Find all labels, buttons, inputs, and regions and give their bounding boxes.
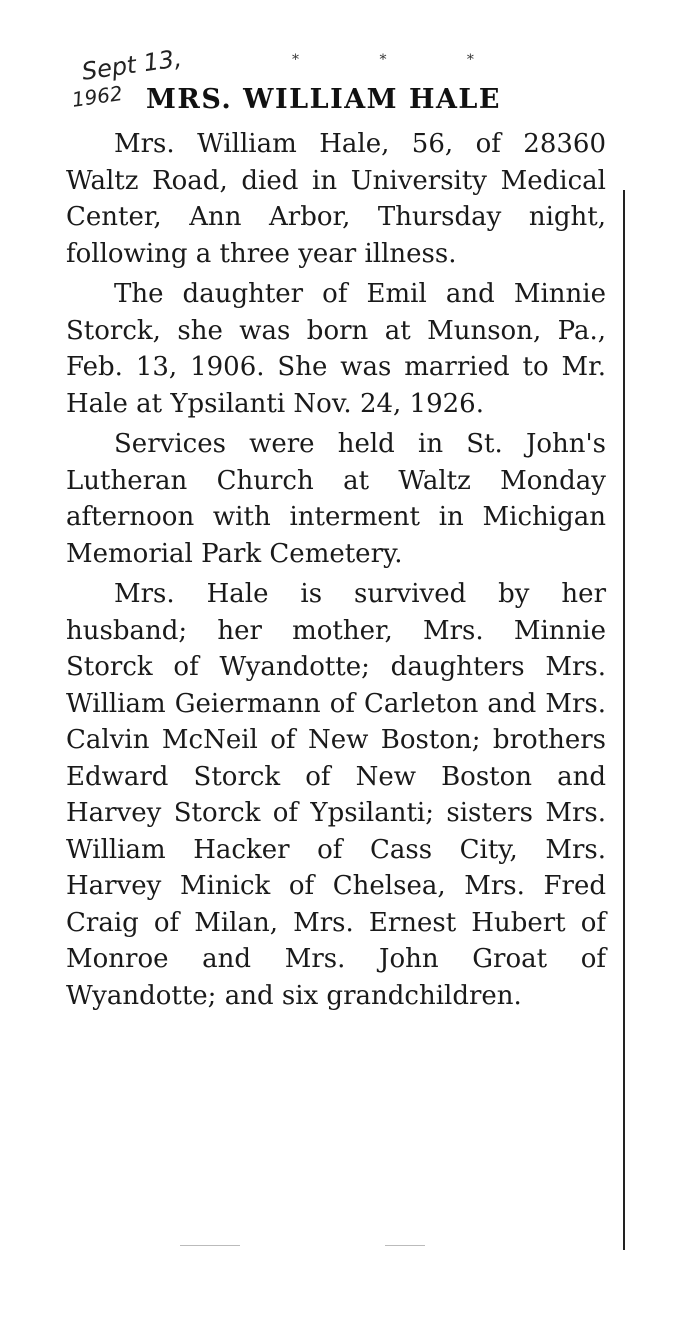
bottom-rule-left [180,1245,240,1246]
bottom-rule-right [385,1245,425,1246]
handwritten-date: Sept 13, [80,44,184,86]
paragraph-services: Services were held in St. John's Lutheran Church at Waltz Monday afternoon with interment in Michigan Memorial Park Cemetery. [66,429,606,569]
paragraph-death-notice: Mrs. William Hale, 56, of 28360 Waltz Road, died in University Medical Center, Ann Arbor, Thursday night, following a three year illness. [66,129,606,269]
paragraph-survivors: Mrs. Hale is survived by her husband; her mother, Mrs. Minnie Storck of Wyandotte; daughters Mrs. William Geiermann of Carleton and Mrs. Calvin McNeil of New Boston; brothers Edward Storck of New Boston and Harvey Storck of Ypsilanti; sisters Mrs. William Hacker of Cass City, Mrs. Harvey Minick of Chelsea, Mrs. Fred Craig of Milan, Mrs. Ernest Hubert of Monroe and Mrs. John Groat of Wyandotte; and six grandchildren. [66,579,606,1011]
column-rule [623,190,625,1250]
paragraph-biography: The daughter of Emil and Minnie Storck, she was born at Munson, Pa., Feb. 13, 1906. She was married to Mr. Hale at Ypsilanti Nov. 24, 1926. [66,279,606,419]
handwritten-year: 1962 [70,81,125,112]
obituary-headline: MRS. WILLIAM HALE [146,84,501,115]
obituary-body [66,126,606,1018]
ornament-stars: * * * [292,52,512,68]
